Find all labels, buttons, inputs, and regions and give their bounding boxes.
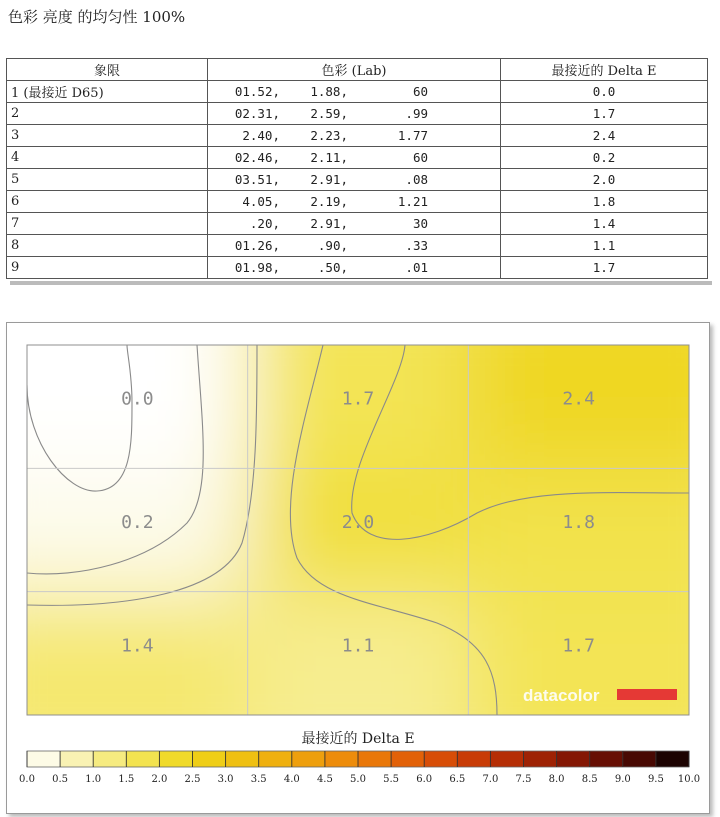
cell-value-label: 1.8 xyxy=(562,512,595,533)
colorbar-segment xyxy=(490,751,523,767)
colorbar-tick-label: 7.5 xyxy=(515,774,532,785)
cell-value-label: 1.4 xyxy=(121,635,154,657)
lab-b: 60 xyxy=(412,84,428,99)
delta-e-cell: 2.0 xyxy=(501,169,708,191)
datacolor-logo-bar xyxy=(617,689,677,700)
colorbar-segment xyxy=(93,751,126,767)
colorbar-tick-label: 4.5 xyxy=(316,774,333,785)
colorbar-tick-label: 5.5 xyxy=(383,774,400,785)
lab-a: 2.19, xyxy=(310,194,348,209)
colorbar-segment xyxy=(325,751,358,767)
colorbar-tick-label: 5.0 xyxy=(350,774,366,785)
cell-value-label: 1.1 xyxy=(341,635,375,657)
delta-e-cell: 2.4 xyxy=(501,125,708,147)
cell-value-label: 2.0 xyxy=(341,512,375,533)
lab-cell xyxy=(208,257,501,279)
lab-l: 02.31, xyxy=(234,106,280,121)
colorbar-tick-label: 1.5 xyxy=(118,774,135,785)
colorbar-tick-label: 2.5 xyxy=(184,774,201,785)
lab-a: 2.23, xyxy=(310,128,348,143)
lab-b: .33 xyxy=(405,238,428,253)
colorbar-tick-label: 0.0 xyxy=(19,774,35,785)
lab-cell xyxy=(208,81,501,103)
lab-cell xyxy=(208,125,501,147)
zone-cell: 1 (最接近 D65) xyxy=(7,81,208,103)
lab-a: 2.91, xyxy=(310,216,348,231)
lab-l: 2.40, xyxy=(242,128,280,143)
colorbar-tick-label: 1.0 xyxy=(85,774,102,785)
table-row xyxy=(7,81,708,103)
colorbar-tick-label: 9.5 xyxy=(647,774,664,785)
colorbar-segment xyxy=(292,751,325,767)
uniformity-chart xyxy=(6,322,710,814)
lab-a: 1.88, xyxy=(310,84,348,99)
colorbar-tick-label: 0.5 xyxy=(52,774,69,785)
lab-cell xyxy=(208,169,501,191)
colorbar-segment xyxy=(623,751,656,767)
cell-value-label: 1.7 xyxy=(562,635,595,657)
lab-l: 02.46, xyxy=(234,150,280,165)
uniformity-chart-svg xyxy=(7,323,709,813)
colorbar-segment xyxy=(226,751,259,767)
colorbar-tick-label: 4.0 xyxy=(283,774,300,785)
header-lab: 色彩 (Lab) xyxy=(208,59,501,81)
table-row xyxy=(7,103,708,125)
colorbar-segment xyxy=(457,751,490,767)
lab-b: 60 xyxy=(412,150,428,165)
table-shadow xyxy=(10,281,712,285)
lab-a: 2.91, xyxy=(310,172,348,187)
colorbar-tick-label: 3.0 xyxy=(217,774,234,785)
colorbar-segment xyxy=(557,751,590,767)
lab-a: .90, xyxy=(317,238,348,253)
lab-b: .01 xyxy=(405,260,428,275)
lab-cell xyxy=(208,235,501,257)
colorbar-segment xyxy=(27,751,60,767)
colorbar-segment xyxy=(126,751,159,767)
colorbar-tick-label: 10.0 xyxy=(677,774,701,785)
colorbar-segment xyxy=(358,751,391,767)
zone-cell: 9 xyxy=(7,257,208,279)
lab-l: 03.51, xyxy=(234,172,280,187)
lab-l: 01.98, xyxy=(234,260,280,275)
lab-b: 30 xyxy=(412,216,428,231)
delta-e-cell: 1.7 xyxy=(501,103,708,125)
colorbar-tick-label: 6.0 xyxy=(416,774,433,785)
lab-b: 1.21 xyxy=(397,194,428,209)
cell-value-label: 0.0 xyxy=(121,388,154,410)
lab-a: 2.59, xyxy=(310,106,348,121)
lab-b: 1.77 xyxy=(397,128,428,143)
table-row xyxy=(7,213,708,235)
lab-cell xyxy=(208,103,501,125)
zone-cell: 4 xyxy=(7,147,208,169)
colorbar-segment xyxy=(60,751,93,767)
zone-cell: 6 xyxy=(7,191,208,213)
colorbar-tick-label: 7.0 xyxy=(482,774,499,785)
header-zone: 象限 xyxy=(7,59,208,81)
colorbar-tick-label: 2.0 xyxy=(151,774,168,785)
cell-value-label: 2.4 xyxy=(562,388,595,410)
table-row xyxy=(7,169,708,191)
lab-cell xyxy=(208,213,501,235)
colorbar-tick-label: 8.5 xyxy=(581,774,598,785)
datacolor-logo: datacolor xyxy=(523,686,600,705)
colorbar-segment xyxy=(193,751,226,767)
zone-cell: 8 xyxy=(7,235,208,257)
colorbar-tick-label: 9.0 xyxy=(614,774,631,785)
table-header-row xyxy=(7,59,708,81)
table-row xyxy=(7,125,708,147)
cell-value-label: 0.2 xyxy=(121,512,154,533)
colorbar-segment xyxy=(159,751,192,767)
colorbar-segment xyxy=(524,751,557,767)
header-delta-e: 最接近的 Delta E xyxy=(501,59,708,81)
lab-l: .20, xyxy=(249,216,280,231)
zone-cell: 7 xyxy=(7,213,208,235)
delta-e-cell: 1.4 xyxy=(501,213,708,235)
lab-l: 4.05, xyxy=(242,194,280,209)
lab-l: 01.26, xyxy=(234,238,280,253)
table-row xyxy=(7,235,708,257)
page-title: 色彩 亮度 的均匀性 100% xyxy=(8,8,186,26)
colorbar-segment xyxy=(259,751,292,767)
colorbar-segment xyxy=(424,751,457,767)
lab-l: 01.52, xyxy=(234,84,280,99)
zone-cell: 3 xyxy=(7,125,208,147)
zone-cell: 5 xyxy=(7,169,208,191)
lab-a: .50, xyxy=(317,260,348,275)
table-row xyxy=(7,191,708,213)
table-row xyxy=(7,147,708,169)
colorbar-tick-label: 8.0 xyxy=(548,774,565,785)
quadrant-table xyxy=(6,58,708,279)
delta-e-cell: 0.2 xyxy=(501,147,708,169)
colorbar-tick-label: 6.5 xyxy=(449,774,466,785)
lab-b: .99 xyxy=(405,106,428,121)
delta-e-cell: 1.7 xyxy=(501,257,708,279)
cell-value-label: 1.7 xyxy=(341,388,375,410)
colorbar-segment xyxy=(391,751,424,767)
lab-b: .08 xyxy=(405,172,428,187)
colorbar-title: 最接近的 Delta E xyxy=(301,731,415,747)
lab-cell xyxy=(208,191,501,213)
colorbar-segment xyxy=(590,751,623,767)
table-row xyxy=(7,257,708,279)
zone-cell: 2 xyxy=(7,103,208,125)
delta-e-cell: 1.8 xyxy=(501,191,708,213)
lab-cell xyxy=(208,147,501,169)
delta-e-cell: 0.0 xyxy=(501,81,708,103)
delta-e-cell: 1.1 xyxy=(501,235,708,257)
lab-a: 2.11, xyxy=(310,150,348,165)
colorbar-tick-label: 3.5 xyxy=(250,774,267,785)
colorbar-segment xyxy=(656,751,689,767)
